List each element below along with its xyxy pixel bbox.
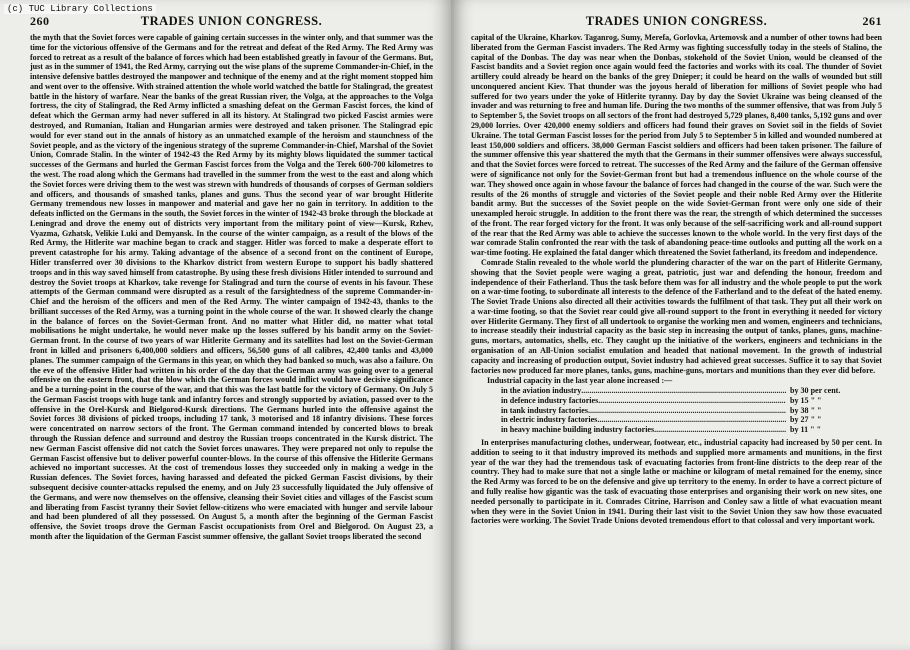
row-label: in heavy machine building industry factories [501,425,655,435]
paragraph: capital of the Ukraine, Kharkov. Taganrog, Sumy, Merefa, Gorlovka, Artemovsk and a number of other towns had been liberated from the German Fascist invaders. The Red Army was fighting successfully today in the steels of Stalino, the capital of the Donbas. The day was near when the Donbas, stokehold of the Soviet Union, would be cleansed of the Fascist bandits and a Soviet region once again would feed the factories and works with its coal. The thunder of Soviet artillery could already be heard on the banks of the grey Dnieper; it could be heard on the walls of wounded but still unconquered ancient Kiev. That thunder was the joyous herald of liberation for millions of Soviet people who had suffered for two years under the yoke of Hitlerite tyranny. Day by day the Soviet Ukraine was being cleansed of the invader and was returning to free and human life. During the two months of the summer offensive, that was from July 5 to September 5, the Soviet troops on all sectors of the front had destroyed 5,729 planes, 8,400 tanks, 5,192 guns and over 29,000 lorries. Over 420,000 enemy soldiers and officers had found their graves on Soviet soil in the fields of Soviet Ukraine. The total German Fascist losses for the period from July 5 to September 5 in killed and wounded numbered at least 150,000 soldiers and officers. 38,000 German Fascist soldiers and officers had been taken prisoner. The failure of the summer offensive this year shattered the myth that the Germans in their summer offensives were always successful, and that the Soviet forces were forced to retreat. The successes of the Red Army and the failure of the German offensive were of significance not only for the Soviet-German front but had a tremendous influence on the whole course of the war. They showed once again in whose favour the balance of forces had changed in the course of the war. Such were the results of the 26 months of struggle and victories of the Soviet people and their noble Red Army over the Hitlerite bandit army. But the successes of the Soviet people on the wide Soviet-German front were only one side of their unexampled heroic struggle. In addition to the front there was the rear, the strength of which determined the successes of the front. The rear forged victory for the front. It was only because of the self-sacrificing work and all-round support of the rear that the Red Army was able to achieve the successes known to the whole world. In the very first days of the war comrade Stalin confronted the rear with the task of abandoning peace-time outlooks and putting all the work on a war-time footing. He explained the fatal danger which threatened the Soviet fatherland, its freedom and independence. [471,33,882,258]
table-row [489,406,882,416]
paragraph: Comrade Stalin revealed to the whole world the plundering character of the war on the part of Hitlerite Germany, showing that the Soviet people were waging a great, patriotic, just war and defending the honour, freedom and independence of their Fatherland. Thus the task before them was for all industry and the whole people to put the work on a war-time footing, to subordinate all interests to the defence of the Fatherland and to the defeat of the hated enemy. The Soviet Trade Unions also directed all their activities towards the fulfilment of that task. They put all their work on a war-time footing, so that the Soviet rear could give all-round support to the front in everything it needed for victory over Hitlerite Germany. They first of all undertook to organise the working men and women, engineers and technicians, to increase steadily their industrial capacity as the basic step in increasing the output of tanks, planes, guns, machine-guns, mortars, automatics, shells, etc. They caught up the initiative of the workers, engineers and technicians in the organisation of an All-Union socialist emulation and headed that national movement. In the growth of industrial capacity and increasing of production output, Soviet industry had achieved great successes. Suffice it to say that Soviet factories now produced far more planes, tanks, guns, machine-guns, mortars and munitions than they ever did before. [471,257,882,375]
right-page-body [471,33,882,375]
paragraph: In enterprises manufacturing clothes, underwear, footwear, etc., industrial capacity had increased by 50 per cent. In addition to seeing to it that industry improved its methods and supplied more armaments and munitions, in the first year of the war they had the tremendous task of evacuating factories from front-line districts to the deep rear of the country. They had to make sure that not a single lathe or machine or kilogram of metal remained for the enemy, since the Red Army was forced to be on the defensive and give up territory to the enemy. In order to have a correct picture of and fully realise how gigantic was the task of evacuating those enterprises and organising their work on new sites, one needed personally to participate in it. Comrades Citrine, Harrison and Conley saw a little of what evacuation meant when they were in the Soviet Union in 1941. During their last visit to the Soviet Union they saw how those evacuated factories were working. The Soviet Trade Unions devoted tremendous effort to that colossal and very important work. [471,438,882,526]
left-page-number: 260 [30,14,50,28]
row-value: by 11 " " [790,425,822,435]
row-value: by 27 " " [790,415,822,425]
paragraph: the myth that the Soviet forces were capable of gaining certain successes in the winter only, and that summer was the time for the victorious offensive of the Germans and for the retreat and defeat of the Red Army. The Red Army was forced to retreat as a result of the balance of forces which had been established greatly in favour of the Germans. But, just as in the summer of 1941, the Red Army, carrying out the wise plans of the supreme Commander-in-Chief, in the intensive defensive battles destroyed the manpower and technique of the enemy and at the right moment stopped him and went over to the offensive. With strained attention the whole world watched the battle for Stalingrad, the greatest battle in the history of warfare. Near the banks of the great Russian river, the Volga, at the approaches to the Volga fortress, the city of Stalingrad, the Red Army inflicted a smashing defeat on the German Fascist forces, the kind of defeat which the German army had never suffered in all its history. At Stalingrad two picked Fascist armies were destroyed, and Rumanian, Italian and Hungarian armies were destroyed and taken prisoner. The Stalingrad epic would for ever stand out in the annals of history as an unmatched example of the heroism and staunchness of the Soviet people, and as the victory of the ingenious strategy of the supreme Commander-in-Chief, Marshal of the Soviet Union, Comrade Stalin. In the winter of 1942-43 the Red Army by its mighty blows liquidated the summer tactical successes of the Germans and hurled the German Fascist forces from the Volga and the Terek 600-700 kilometres to the west. The road along which the Germans had travelled in the summer from the west to the east and along which the Soviet forces were driving them to the west was strewn with hundreds of thousands of corpses of German soldiers and officers, and thousands of smashed tanks, planes and guns. Thus the second year of war brought Hitlerite Germany tremendous new losses in manpower and material and gave her no gain in territory. In addition to the defeats inflicted on the Germans in the south, the Soviet forces in the winter of 1942-43 broke through the blockade at Leningrad and drove the enemy out of districts very important from the military point of view—Kursk, Rzhev, Vyazma, Gzhatsk, Velikie Luki and Demyansk. In the course of the winter campaign, as a result of the blows of the Red Army, the Hitlerite war machine began to crack and stagger. Hitler was forced to make a desperate effort to prevent catastrophe for his army. Taking advantage of the absence of a second front on the continent of Europe, Hitler transferred over 30 divisions to the Kharkov district from western Europe to support his badly shattered troops and in this way saved himself from catastrophe. By using these fresh divisions Hitler intended to surround and destroy the Soviet troops at Kharkov, take revenge for Stalingrad and turn the course of events in his favour. These attempts of the German command were disrupted as a result of the farsightedness of the supreme Commander-in-Chief and the heroism of the officers and men of the Red Army. The winter campaign of 1942-43, thanks to the brilliant successes of the Red Army, was a turning point in the whole course of the war. It showed clearly the change in the balance of forces on the Soviet-German front. And no matter what Hitler did, no matter what total mobilisations he might undertake, he would never make up the losses suffered by his bandit army on the Soviet-German front. In the course of two years of war Hitlerite Germany and its satellites had lost on the Soviet-German front in killed and prisoners 6,400,000 soldiers and officers, 56,500 guns of all calibres, 42,400 tanks and 43,000 planes. The summer campaign of the Germans in this year, on which they had banked so much, was also a failure. On the eve of the offensive Hitler had written in his order of the day that the German army was going over to a general offensive on the eastern front, that the blow which the German forces would inflict would have decisive significance and be a turning-point in the course of the war, and that this was the last battle for the victory of Germany. On July 5 the German Fascist troops with huge tank and infantry forces and strongly supported by aviation, passed over to the offensive in the Orel-Kursk and Bielgorod-Kursk directions. The Germans hurled into the offensive against the Soviet forces 38 divisions of picked troops, including 17 tank, 3 motorised and 18 infantry divisions. These forces were concentrated on narrow sectors of the front. The German command intended by concerted blows to break through the Russian defence and surround and destroy the Russian troops concentrated in the Kursk district. The new German Fascist offensive did not catch the Soviet forces unawares. They were prepared not only to repulse the German Fascist offensive but to deliver powerful counter-blows. In the course of this offensive the Hitlerite Germans achieved no important successes. At the cost of tremendous losses they succeeded only in making a wedge in the Russian defences. The Soviet forces, having harassed and defeated the picked German Fascist divisions, by their subsequent decisive counter-attacks repulsed the enemy, and on July 23 successfully liquidated the July offensive of the Germans, and were now themselves on the offensive, cleansing their Soviet cities and villages of the Fascist scum and liberating from Fascist tyranny their Soviet fellow-citizens who were emaciated with hunger and servile labour and had been plundered of all they possessed. On August 5, a month after the beginning of the German Fascist offensive, the Soviet troops drove the German Fascist occupationists from Orel and Bielgorod. On August 23, a month after the liquidation of the German Fascist summer offensive, the gallant Soviet troops liberated the second [30,33,433,541]
row-label: in defence industry factories [501,395,599,405]
right-page-number: 261 [862,14,882,28]
left-page-header [30,14,433,29]
right-page-body-continued [471,438,882,526]
left-page-body [30,33,433,542]
right-page-header [471,14,882,29]
row-label: in electric industry factories [501,415,598,425]
row-label: in the aviation industry [501,386,582,396]
table-row [489,415,882,425]
table-row [489,386,882,396]
table-row [489,396,882,406]
row-value: by 38 " " [790,405,822,415]
capacity-table [489,376,882,435]
left-page [0,0,451,650]
row-value: by 30 per cent. [790,386,841,396]
table-row [489,425,882,435]
right-page [451,0,910,650]
right-running-head: TRADES UNION CONGRESS. [585,14,768,28]
watermark: (c) TUC Library Collections [4,4,156,14]
row-value: by 15 " " [790,395,822,405]
row-label: in tank industry factories [501,405,588,415]
table-intro: Industrial capacity in the last year alone increased :— [487,376,673,386]
left-running-head: TRADES UNION CONGRESS. [140,14,323,28]
